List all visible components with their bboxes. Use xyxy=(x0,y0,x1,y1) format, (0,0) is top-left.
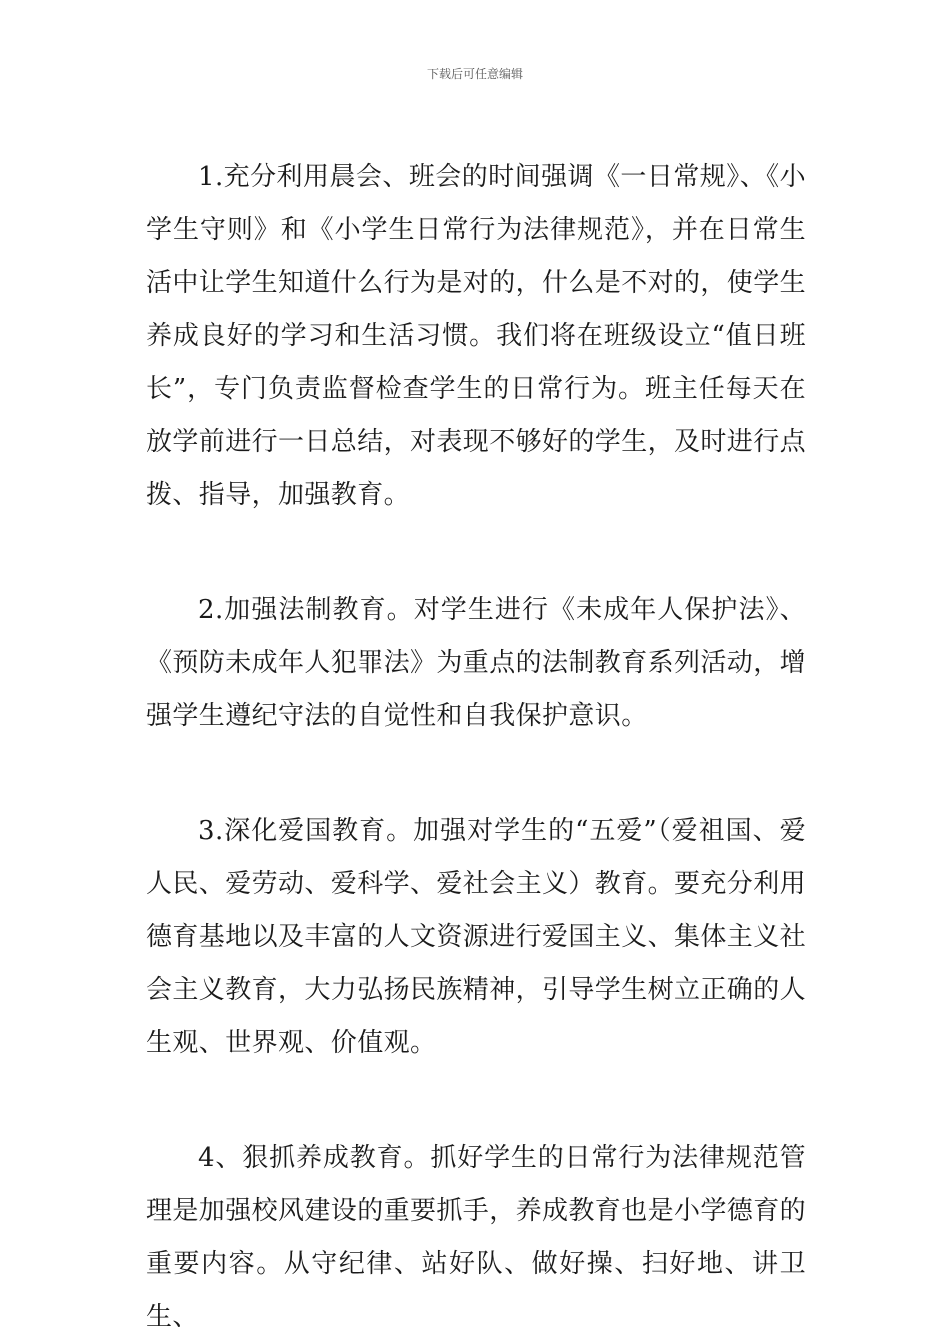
document-body xyxy=(146,151,806,1344)
paragraph-1: 1.充分利用晨会、班会的时间强调《一日常规》、《小学生守则》和《小学生日常行为法律规范》，并在日常生活中让学生知道什么行为是对的，什么是不对的，使学生养成良好的学习和生活习惯。我们将在班级设立“值日班长”，专门负责监督检查学生的日常行为。班主任每天在放学前进行一日总结，对表现不够好的学生，及时进行点拨、指导，加强教育。 xyxy=(146,162,807,510)
header-note: 下载后可任意编辑 xyxy=(426,67,523,81)
paragraph-4: 4、狠抓养成教育。抓好学生的日常行为法律规范管理是加强校风建设的重要抓手，养成教育也是小学德育的重要内容。从守纪律、站好队、做好操、扫好地、讲卫生、 xyxy=(146,1143,807,1332)
paragraph-2: 2.加强法制教育。对学生进行《未成年人保护法》、《预防未成年人犯罪法》为重点的法制教育系列活动，增强学生遵纪守法的自觉性和自我保护意识。 xyxy=(146,595,807,731)
paragraph-3: 3.深化爱国教育。加强对学生的“五爱”（爱祖国、爱人民、爱劳动、爱科学、爱社会主义）教育。要充分利用德育基地以及丰富的人文资源进行爱国主义、集体主义社会主义教育，大力弘扬民族精神，引导学生树立正确的人生观、世界观、价值观。 xyxy=(146,816,807,1058)
